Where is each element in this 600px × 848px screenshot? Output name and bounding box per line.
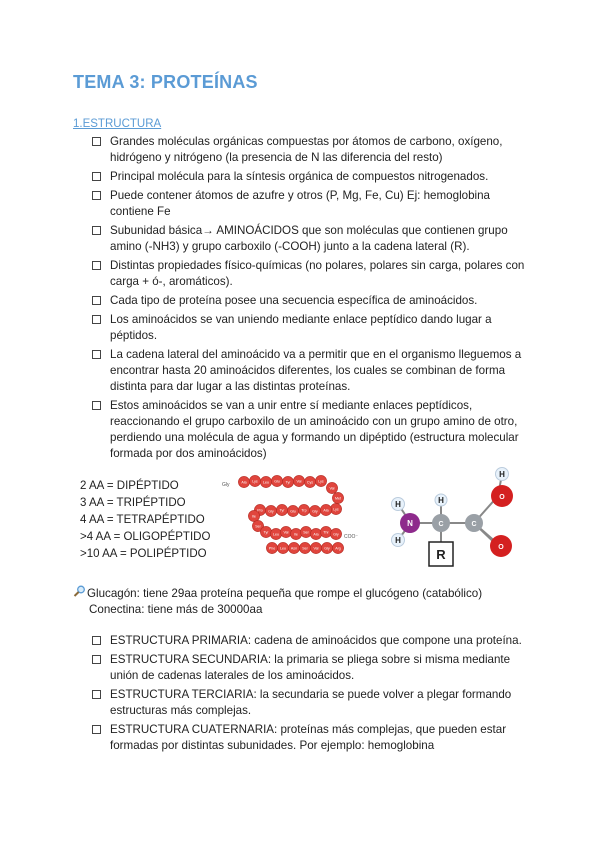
checkbox[interactable] xyxy=(92,350,101,359)
peptide-size-line: 4 AA = TETRAPÉPTIDO xyxy=(80,514,205,526)
amino-acid-bead-label: Tyr xyxy=(279,508,285,513)
amino-acid-bead-label: Lys xyxy=(318,479,324,484)
chain-beads xyxy=(238,475,343,553)
svg-text:O: O xyxy=(499,494,505,501)
amino-acid-bead-label: Glu xyxy=(274,479,280,484)
amino-acid-bead-label: Ile xyxy=(294,532,298,537)
page-title: TEMA 3: PROTEÍNAS xyxy=(73,72,258,92)
list-item: ESTRUCTURA CUATERNARIA: proteínas más complejas, que pueden estar formadas por distintas subunidades. Por ejemplo: hemoglobina xyxy=(92,722,532,754)
svg-text:H: H xyxy=(499,470,505,479)
peptide-size-list xyxy=(80,478,210,563)
amino-acid-bead-label: Thr xyxy=(323,530,329,535)
svg-text:H: H xyxy=(395,500,401,509)
side-chain-r-box xyxy=(429,542,453,566)
checkbox[interactable] xyxy=(92,655,101,664)
amino-acid-bead-label: Ser xyxy=(255,524,261,529)
amino-acid-bead-label: Lys xyxy=(252,479,258,484)
structure-checklist xyxy=(92,633,532,757)
svg-text:H: H xyxy=(395,536,401,545)
svg-text:O: O xyxy=(498,544,504,551)
nitrogen-atom xyxy=(400,513,420,533)
section-link-estructura[interactable]: 1.ESTRUCTURA xyxy=(73,118,162,130)
checkbox[interactable] xyxy=(92,137,101,146)
amino-acid-bead-label: Leu xyxy=(263,480,269,485)
checkbox[interactable] xyxy=(92,401,101,410)
peptide-size-line: >4 AA = OLIGOPÉPTIDO xyxy=(80,531,211,543)
checkbox[interactable] xyxy=(92,725,101,734)
list-item: ESTRUCTURA PRIMARIA: cadena de aminoácidos que compone una proteína. xyxy=(92,633,532,649)
amino-acid-bead-label: Ser xyxy=(303,530,309,535)
amino-acid-bead-label: Met xyxy=(335,496,341,501)
examples-note xyxy=(73,585,482,618)
list-item: Puede contener átomos de azufre y otros (P, Mg, Fe, Cu) Ej: hemoglobina contiene Fe xyxy=(92,188,532,220)
checkbox[interactable] xyxy=(92,172,101,181)
amino-acid-bead-label: Ala xyxy=(313,532,319,537)
amino-acid-bead-label: Gly xyxy=(312,509,318,514)
chain-start-label: Gly xyxy=(222,482,230,488)
amino-acid-bead-label: Tyr xyxy=(263,530,269,535)
amino-acid-bead-label: Ser xyxy=(302,546,308,551)
amino-acid-bead-label: Cys xyxy=(306,480,314,485)
svg-text:R: R xyxy=(436,547,446,562)
list-item: Grandes moléculas orgánicas compuestas por átomos de carbono, oxígeno, hidrógeno y nitrógeno (la presencia de N las diferencia del resto) xyxy=(92,134,532,166)
property-checklist xyxy=(92,134,532,465)
svg-text:C: C xyxy=(438,521,444,528)
chain-end-label: COO⁻ xyxy=(344,534,359,540)
list-item: ESTRUCTURA TERCIARIA: la secundaria se puede volver a plegar formando estructuras más complejas. xyxy=(92,687,532,719)
alpha-carbon-atom xyxy=(432,514,450,532)
svg-text:H: H xyxy=(438,496,444,505)
amino-acid-bead-label: Ala xyxy=(241,480,247,485)
note-line-conectina: Conectina: tiene más de 30000aa xyxy=(89,603,263,616)
note-line-glucagon: Glucagón: tiene 29aa proteína pequeña que rompe el glucógeno (catabólico) xyxy=(73,585,482,602)
amino-acid-bead-label: Asn xyxy=(290,546,298,551)
svg-text:C: C xyxy=(471,521,477,528)
svg-text:N: N xyxy=(407,519,413,528)
amino-acid-molecule xyxy=(384,462,524,572)
hydrogen-atom-oh xyxy=(496,468,509,481)
amino-acid-bead-label: Gly xyxy=(268,509,274,514)
amino-acid-bead-label: Gly xyxy=(333,532,339,537)
checkbox[interactable] xyxy=(92,191,101,200)
list-item: La cadena lateral del aminoácido va a permitir que en el organismo lleguemos a encontrar hasta 20 aminoácidos diferentes, los cuales se combinan de forma distinta para dar lugar a las distintas proteínas. xyxy=(92,347,532,395)
magnifier-icon xyxy=(73,585,87,602)
checkbox[interactable] xyxy=(92,636,101,645)
carboxyl-carbon-atom xyxy=(465,514,483,532)
list-item: Estos aminoácidos se van a unir entre sí mediante enlaces peptídicos, reaccionando el grupo carboxilo de un aminoácido con un grupo amino de otro, perdiendo una molécula de agua y formando un dipéptido (estructura molecular formada por dos aminoácidos) xyxy=(92,398,532,462)
peptide-size-line: >10 AA = POLIPÉPTIDO xyxy=(80,548,207,560)
amino-acid-bead-label: Glu xyxy=(290,509,296,514)
amino-acid-bead-label: Arg xyxy=(335,546,341,551)
list-item: Principal molécula para la síntesis orgánica de compuestos nitrogenados. xyxy=(92,169,532,185)
amino-acid-bead-label: Trp xyxy=(301,508,307,513)
list-item: Los aminoácidos se van uniendo mediante enlace peptídico dando lugar a péptidos. xyxy=(92,312,532,344)
checkbox[interactable] xyxy=(92,261,101,270)
list-item: ESTRUCTURA SECUNDARIA: la primaria se pliega sobre si misma mediante unión de cadenas laterales de los aminoácidos. xyxy=(92,652,532,684)
amino-acid-bead-label: Leu xyxy=(273,532,279,537)
amino-acid-bead-label: Val xyxy=(329,486,335,491)
checkbox[interactable] xyxy=(92,296,101,305)
amino-acid-bead-label: Pro xyxy=(257,508,263,513)
list-item: Distintas propiedades físico-químicas (no polares, polares sin carga, polares con carga + ó-, aromáticos). xyxy=(92,258,532,290)
checkbox[interactable] xyxy=(92,690,101,699)
amino-acid-bead-label: Tyr xyxy=(285,480,291,485)
amino-acid-bead-label: Val xyxy=(313,546,319,551)
checkbox[interactable] xyxy=(92,315,101,324)
amino-acid-bead-label: Val xyxy=(283,530,289,535)
amino-acid-bead-label: Val xyxy=(296,479,302,484)
peptide-chain-illustration xyxy=(222,466,362,562)
amino-acid-bead-label: Phe xyxy=(268,546,276,551)
amino-acid-bead-label: Gly xyxy=(324,546,330,551)
hydrogen-atom-nh-bottom xyxy=(392,534,405,547)
list-item: Cada tipo de proteína posee una secuencia específica de aminoácidos. xyxy=(92,293,532,309)
peptide-size-line: 3 AA = TRIPÉPTIDO xyxy=(80,497,186,509)
amino-acid-bead-label: Lys xyxy=(333,507,339,512)
list-item: Subunidad básica→ AMINOÁCIDOS que son moléculas que contienen grupo amino (-NH3) y grupo carboxilo (-COOH) junto a la cadena lateral (R). xyxy=(92,223,532,255)
hydrogen-atom-alpha xyxy=(435,494,447,506)
oxygen-atom-hydroxyl xyxy=(491,485,513,507)
hydrogen-atom-nh-top xyxy=(392,498,405,511)
peptide-size-line: 2 AA = DIPÉPTIDO xyxy=(80,480,179,492)
amino-acid-bead-label: Ile xyxy=(252,514,256,519)
amino-acid-bead-label: Ala xyxy=(323,508,329,513)
oxygen-atom-carbonyl xyxy=(490,535,512,557)
checkbox[interactable] xyxy=(92,226,101,235)
amino-acid-bead-label: Leu xyxy=(280,546,286,551)
